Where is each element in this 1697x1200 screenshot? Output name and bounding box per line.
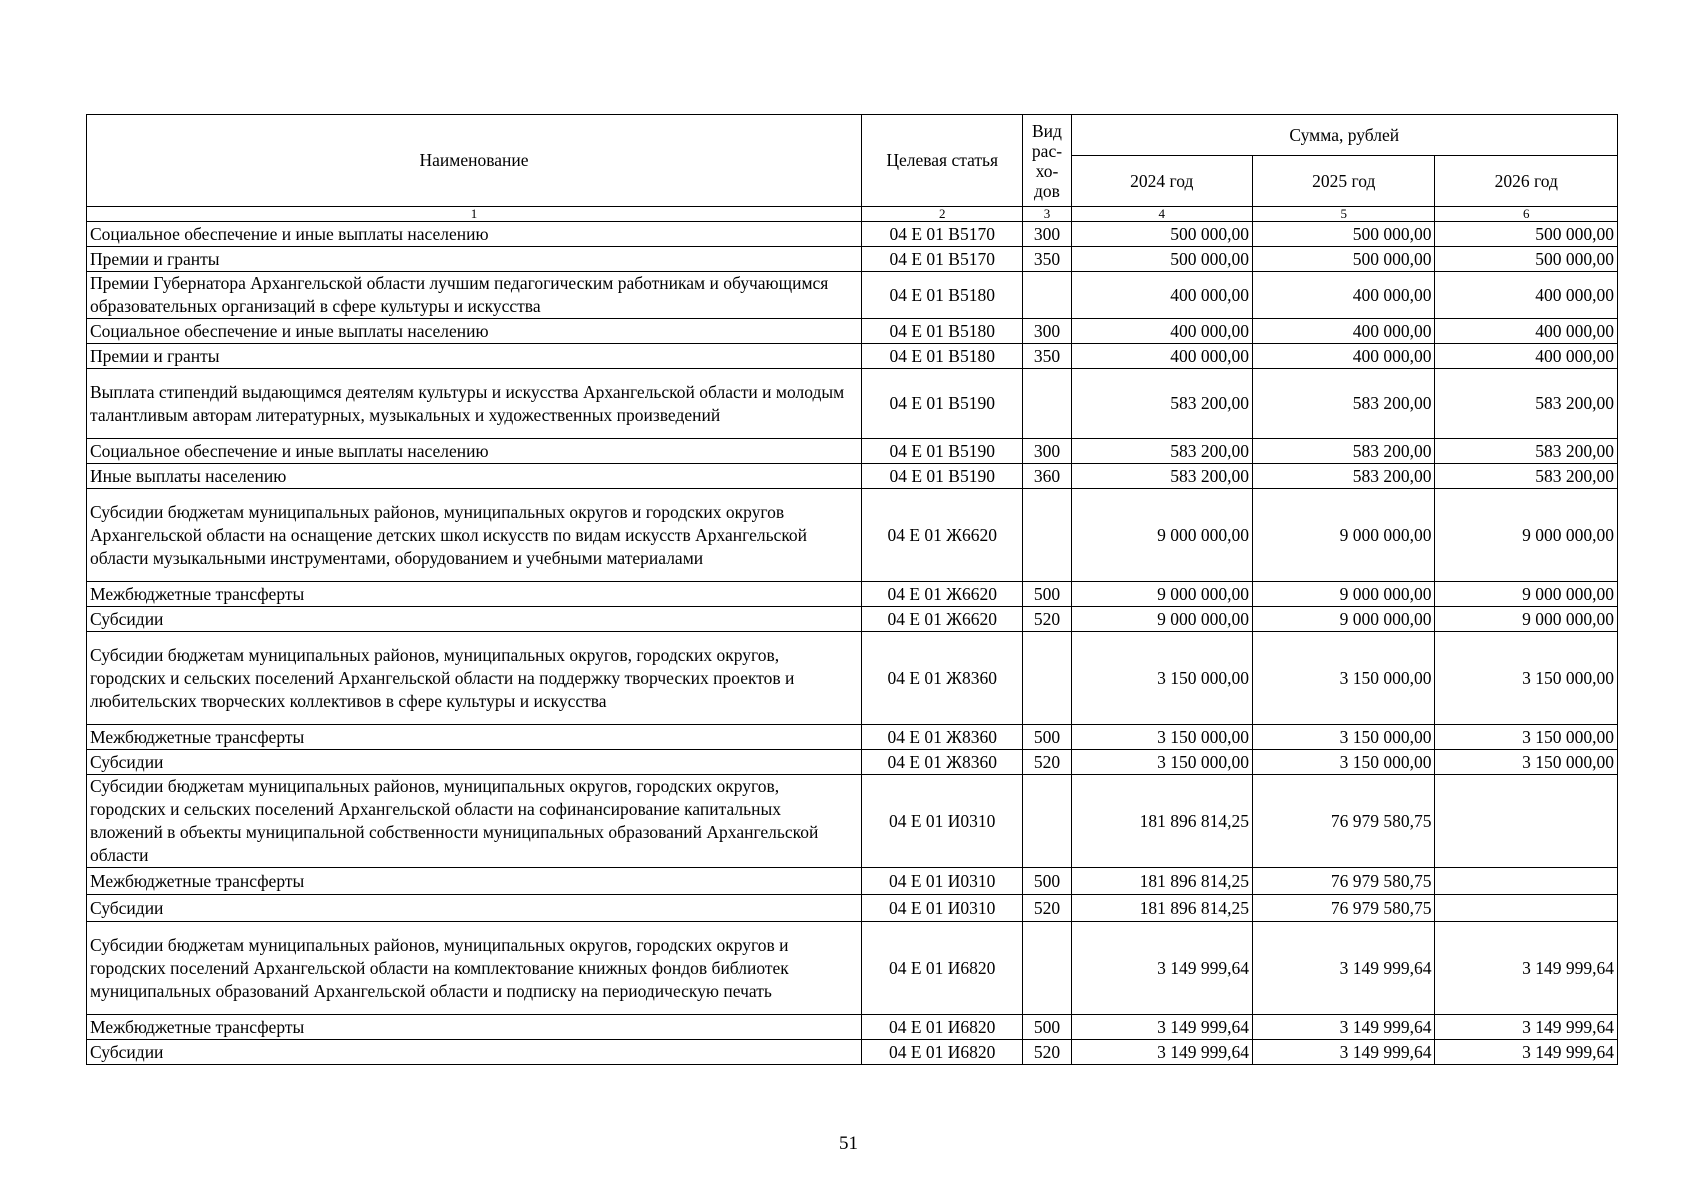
table-row [87, 489, 1618, 582]
row-expense-type: 520 [1023, 607, 1071, 632]
column-number: 3 [1023, 207, 1071, 222]
row-amount-2025: 76 979 580,75 [1253, 868, 1435, 895]
row-target-code: 04 Е 01 Ж8360 [862, 725, 1023, 750]
column-number: 5 [1253, 207, 1435, 222]
table-row [87, 247, 1618, 272]
row-amount-2024: 3 150 000,00 [1071, 750, 1252, 775]
row-name: Субсидии бюджетам муниципальных районов, муниципальных округов и городских округов Архангельской области на оснащение детских школ искусств по видам искусств Архангельской области музыкальными инструментами, оборудованием и учебными материалами [87, 489, 862, 582]
row-amount-2026: 3 150 000,00 [1435, 750, 1618, 775]
row-amount-2025: 3 149 999,64 [1253, 922, 1435, 1015]
row-name: Премии и гранты [87, 344, 862, 369]
row-expense-type [1023, 489, 1071, 582]
row-amount-2026: 3 149 999,64 [1435, 922, 1618, 1015]
header-year-2024: 2024 год [1071, 156, 1252, 207]
row-amount-2026: 400 000,00 [1435, 272, 1618, 319]
row-amount-2026 [1435, 868, 1618, 895]
table-row [87, 582, 1618, 607]
row-target-code: 04 Е 01 Ж8360 [862, 632, 1023, 725]
table-row [87, 725, 1618, 750]
row-amount-2026: 3 149 999,64 [1435, 1015, 1618, 1040]
row-amount-2024: 181 896 814,25 [1071, 775, 1252, 868]
row-expense-type: 500 [1023, 868, 1071, 895]
row-target-code: 04 Е 01 И6820 [862, 1040, 1023, 1065]
row-amount-2025: 583 200,00 [1253, 369, 1435, 439]
header-sum: Сумма, рублей [1071, 115, 1617, 156]
row-amount-2025: 400 000,00 [1253, 272, 1435, 319]
row-target-code: 04 Е 01 И0310 [862, 868, 1023, 895]
row-amount-2024: 583 200,00 [1071, 369, 1252, 439]
row-name: Иные выплаты населению [87, 464, 862, 489]
row-expense-type: 350 [1023, 344, 1071, 369]
row-amount-2024: 9 000 000,00 [1071, 489, 1252, 582]
table-row [87, 775, 1618, 868]
row-expense-type: 350 [1023, 247, 1071, 272]
page-number: 51 [839, 1133, 858, 1154]
row-amount-2026: 3 149 999,64 [1435, 1040, 1618, 1065]
row-amount-2024: 583 200,00 [1071, 439, 1252, 464]
row-amount-2024: 181 896 814,25 [1071, 895, 1252, 922]
row-expense-type: 500 [1023, 725, 1071, 750]
row-target-code: 04 Е 01 И6820 [862, 1015, 1023, 1040]
table-row [87, 344, 1618, 369]
row-expense-type: 360 [1023, 464, 1071, 489]
row-amount-2024: 3 150 000,00 [1071, 725, 1252, 750]
row-amount-2026: 583 200,00 [1435, 439, 1618, 464]
row-amount-2025: 3 150 000,00 [1253, 750, 1435, 775]
row-amount-2024: 9 000 000,00 [1071, 607, 1252, 632]
row-amount-2026: 3 150 000,00 [1435, 632, 1618, 725]
budget-table [86, 114, 1618, 1065]
row-expense-type: 500 [1023, 1015, 1071, 1040]
row-target-code: 04 Е 01 В5180 [862, 344, 1023, 369]
row-amount-2026 [1435, 895, 1618, 922]
row-target-code: 04 Е 01 В5180 [862, 272, 1023, 319]
row-target-code: 04 Е 01 И0310 [862, 775, 1023, 868]
row-target-code: 04 Е 01 В5190 [862, 439, 1023, 464]
row-amount-2025: 9 000 000,00 [1253, 607, 1435, 632]
row-name: Премии и гранты [87, 247, 862, 272]
header-target: Целевая статья [862, 115, 1023, 207]
row-amount-2026: 583 200,00 [1435, 464, 1618, 489]
row-target-code: 04 Е 01 В5190 [862, 464, 1023, 489]
row-expense-type: 520 [1023, 895, 1071, 922]
row-target-code: 04 Е 01 В5180 [862, 319, 1023, 344]
row-amount-2025: 9 000 000,00 [1253, 489, 1435, 582]
row-amount-2025: 9 000 000,00 [1253, 582, 1435, 607]
row-amount-2025: 500 000,00 [1253, 222, 1435, 247]
row-expense-type [1023, 272, 1071, 319]
row-name: Субсидии бюджетам муниципальных районов, муниципальных округов, городских округов, городских и сельских поселений Архангельской области на поддержку творческих проектов и любительских творческих коллективов в сфере культуры и искусства [87, 632, 862, 725]
header-year-2025: 2025 год [1253, 156, 1435, 207]
table-row [87, 895, 1618, 922]
row-amount-2026: 500 000,00 [1435, 247, 1618, 272]
row-target-code: 04 Е 01 И0310 [862, 895, 1023, 922]
row-target-code: 04 Е 01 Ж8360 [862, 750, 1023, 775]
row-amount-2025: 3 149 999,64 [1253, 1015, 1435, 1040]
table-header [87, 115, 1618, 222]
row-amount-2026: 400 000,00 [1435, 319, 1618, 344]
row-amount-2024: 500 000,00 [1071, 222, 1252, 247]
row-name: Субсидии бюджетам муниципальных районов, муниципальных округов, городских округов, городских и сельских поселений Архангельской области на софинансирование капитальных вложений в объекты муниципальной собственности муниципальных образований Архангельской области [87, 775, 862, 868]
row-name: Межбюджетные трансферты [87, 582, 862, 607]
row-expense-type: 520 [1023, 1040, 1071, 1065]
row-name: Субсидии [87, 750, 862, 775]
table-row [87, 750, 1618, 775]
row-name: Субсидии [87, 607, 862, 632]
row-amount-2024: 500 000,00 [1071, 247, 1252, 272]
row-target-code: 04 Е 01 Ж6620 [862, 607, 1023, 632]
row-amount-2025: 500 000,00 [1253, 247, 1435, 272]
row-amount-2026: 9 000 000,00 [1435, 489, 1618, 582]
row-name: Межбюджетные трансферты [87, 1015, 862, 1040]
row-amount-2024: 9 000 000,00 [1071, 582, 1252, 607]
header-year-2026: 2026 год [1435, 156, 1618, 207]
row-amount-2025: 3 149 999,64 [1253, 1040, 1435, 1065]
column-number: 1 [87, 207, 862, 222]
row-target-code: 04 Е 01 В5170 [862, 247, 1023, 272]
header-vid: Вид рас- хо- дов [1023, 115, 1071, 207]
table-row [87, 319, 1618, 344]
row-target-code: 04 Е 01 Ж6620 [862, 489, 1023, 582]
row-name: Межбюджетные трансферты [87, 725, 862, 750]
row-amount-2024: 400 000,00 [1071, 319, 1252, 344]
row-amount-2024: 400 000,00 [1071, 344, 1252, 369]
row-amount-2026: 400 000,00 [1435, 344, 1618, 369]
row-amount-2026 [1435, 775, 1618, 868]
row-expense-type: 300 [1023, 439, 1071, 464]
header-name: Наименование [87, 115, 862, 207]
row-amount-2024: 3 149 999,64 [1071, 922, 1252, 1015]
row-amount-2024: 3 150 000,00 [1071, 632, 1252, 725]
row-amount-2024: 400 000,00 [1071, 272, 1252, 319]
row-expense-type: 300 [1023, 222, 1071, 247]
table-row [87, 369, 1618, 439]
row-name: Субсидии [87, 1040, 862, 1065]
table-body [87, 222, 1618, 1065]
table-row [87, 868, 1618, 895]
row-amount-2025: 76 979 580,75 [1253, 895, 1435, 922]
row-expense-type: 520 [1023, 750, 1071, 775]
row-name: Социальное обеспечение и иные выплаты населению [87, 439, 862, 464]
row-target-code: 04 Е 01 Ж6620 [862, 582, 1023, 607]
row-expense-type: 300 [1023, 319, 1071, 344]
row-amount-2026: 583 200,00 [1435, 369, 1618, 439]
table-row [87, 464, 1618, 489]
row-name: Субсидии бюджетам муниципальных районов, муниципальных округов, городских округов и городских поселений Архангельской области на комплектование книжных фондов библиотек муниципальных образований Архангельской области и подписку на периодическую печать [87, 922, 862, 1015]
row-amount-2025: 583 200,00 [1253, 464, 1435, 489]
row-amount-2024: 583 200,00 [1071, 464, 1252, 489]
row-name: Субсидии [87, 895, 862, 922]
row-amount-2025: 400 000,00 [1253, 319, 1435, 344]
row-target-code: 04 Е 01 И6820 [862, 922, 1023, 1015]
row-amount-2025: 3 150 000,00 [1253, 632, 1435, 725]
row-expense-type [1023, 369, 1071, 439]
row-amount-2026: 3 150 000,00 [1435, 725, 1618, 750]
row-amount-2025: 3 150 000,00 [1253, 725, 1435, 750]
row-amount-2025: 400 000,00 [1253, 344, 1435, 369]
column-number: 4 [1071, 207, 1252, 222]
table-row [87, 439, 1618, 464]
row-expense-type [1023, 632, 1071, 725]
table-row [87, 607, 1618, 632]
row-amount-2026: 9 000 000,00 [1435, 607, 1618, 632]
row-name: Премии Губернатора Архангельской области лучшим педагогическим работникам и обучающимся образовательных организаций в сфере культуры и искусства [87, 272, 862, 319]
row-expense-type: 500 [1023, 582, 1071, 607]
row-amount-2026: 500 000,00 [1435, 222, 1618, 247]
row-amount-2024: 181 896 814,25 [1071, 868, 1252, 895]
column-number: 6 [1435, 207, 1618, 222]
row-name: Социальное обеспечение и иные выплаты населению [87, 319, 862, 344]
row-amount-2025: 583 200,00 [1253, 439, 1435, 464]
row-amount-2024: 3 149 999,64 [1071, 1040, 1252, 1065]
row-target-code: 04 Е 01 В5170 [862, 222, 1023, 247]
table-row [87, 272, 1618, 319]
row-name: Социальное обеспечение и иные выплаты населению [87, 222, 862, 247]
row-target-code: 04 Е 01 В5190 [862, 369, 1023, 439]
column-numbers-row [87, 207, 1618, 222]
row-amount-2026: 9 000 000,00 [1435, 582, 1618, 607]
row-expense-type [1023, 922, 1071, 1015]
row-amount-2025: 76 979 580,75 [1253, 775, 1435, 868]
row-name: Межбюджетные трансферты [87, 868, 862, 895]
table-row [87, 922, 1618, 1015]
table-row [87, 222, 1618, 247]
table-row [87, 1015, 1618, 1040]
table-row [87, 1040, 1618, 1065]
row-expense-type [1023, 775, 1071, 868]
column-number: 2 [862, 207, 1023, 222]
row-name: Выплата стипендий выдающимся деятелям культуры и искусства Архангельской области и молодым талантливым авторам литературных, музыкальных и художественных произведений [87, 369, 862, 439]
row-amount-2024: 3 149 999,64 [1071, 1015, 1252, 1040]
table-row [87, 632, 1618, 725]
